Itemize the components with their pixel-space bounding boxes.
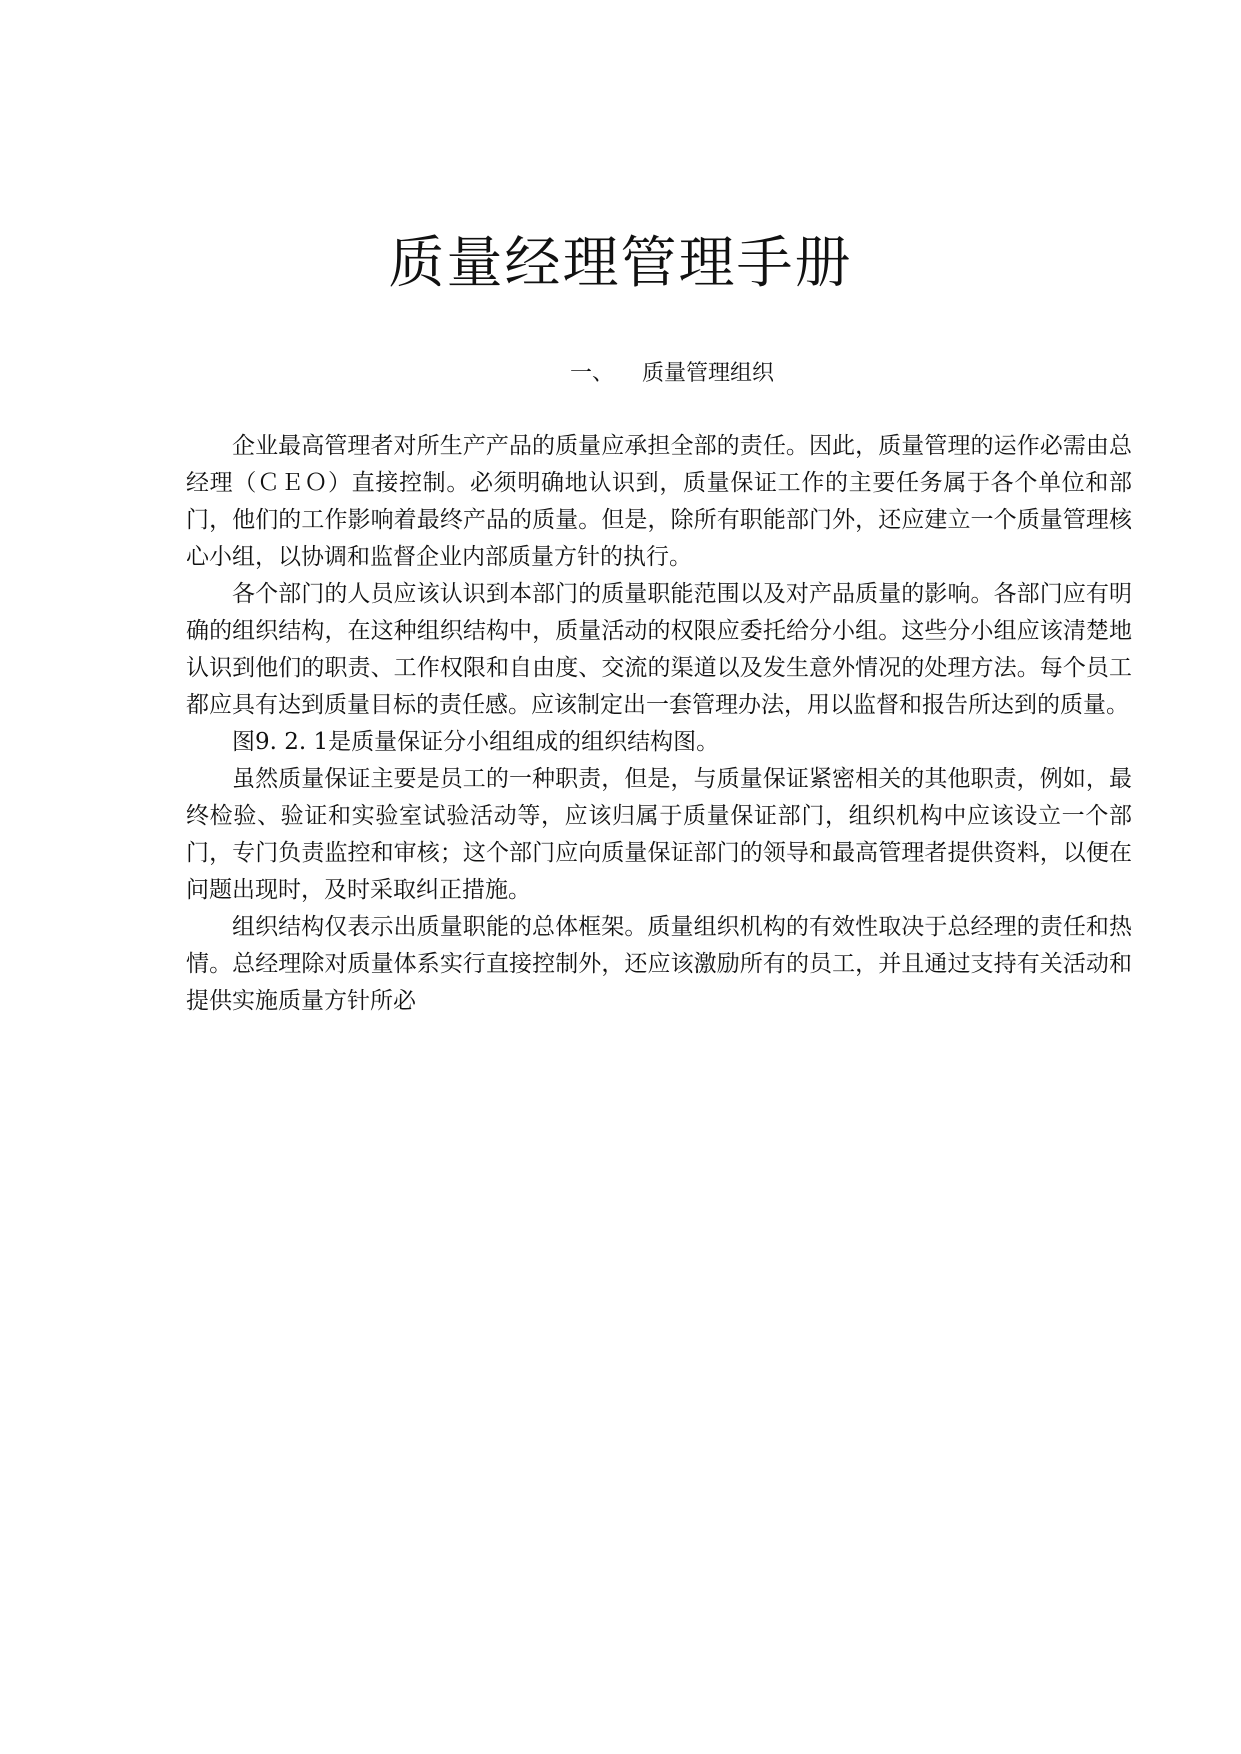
- paragraph: 各个部门的人员应该认识到本部门的质量职能范围以及对产品质量的影响。各部门应有明确的组织结构，在这种组织结构中，质量活动的权限应委托给分小组。这些分小组应该清楚地认识到他们的职责、工作权限和自由度、交流的渠道以及发生意外情况的处理方法。每个员工都应具有达到质量目标的责任感。应该制定出一套管理办法，用以监督和报告所达到的质量。: [186, 581, 1132, 718]
- paragraph: 图9. 2. 1是质量保证分小组组成的组织结构图。: [232, 729, 720, 755]
- document-title: 质量经理管理手册: [388, 231, 853, 296]
- body-text: [186, 428, 1132, 1020]
- paragraph: 虽然质量保证主要是员工的一种职责，但是，与质量保证紧密相关的其他职责，例如，最终检验、验证和实验室试验活动等，应该归属于质量保证部门，组织机构中应该设立一个部门，专门负责监控和审核；这个部门应向质量保证部门的领导和最高管理者提供资料，以便在问题出现时，及时采取纠正措施。: [186, 766, 1132, 903]
- paragraph: 组织结构仅表示出质量职能的总体框架。质量组织机构的有效性取决于总经理的责任和热情。总经理除对质量体系实行直接控制外，还应该激励所有的员工，并且通过支持有关活动和提供实施质量方针所必: [186, 914, 1132, 1014]
- paragraph: 企业最高管理者对所生产产品的质量应承担全部的责任。因此，质量管理的运作必需由总经理（ＣＥＯ）直接控制。必须明确地认识到，质量保证工作的主要任务属于各个单位和部门，他们的工作影响着最终产品的质量。但是，除所有职能部门外，还应建立一个质量管理核心小组，以协调和监督企业内部质量方针的执行。: [186, 433, 1132, 570]
- section-number: 一、: [570, 361, 615, 386]
- section-heading: [570, 356, 774, 392]
- section-heading-text: 质量管理组织: [642, 361, 775, 386]
